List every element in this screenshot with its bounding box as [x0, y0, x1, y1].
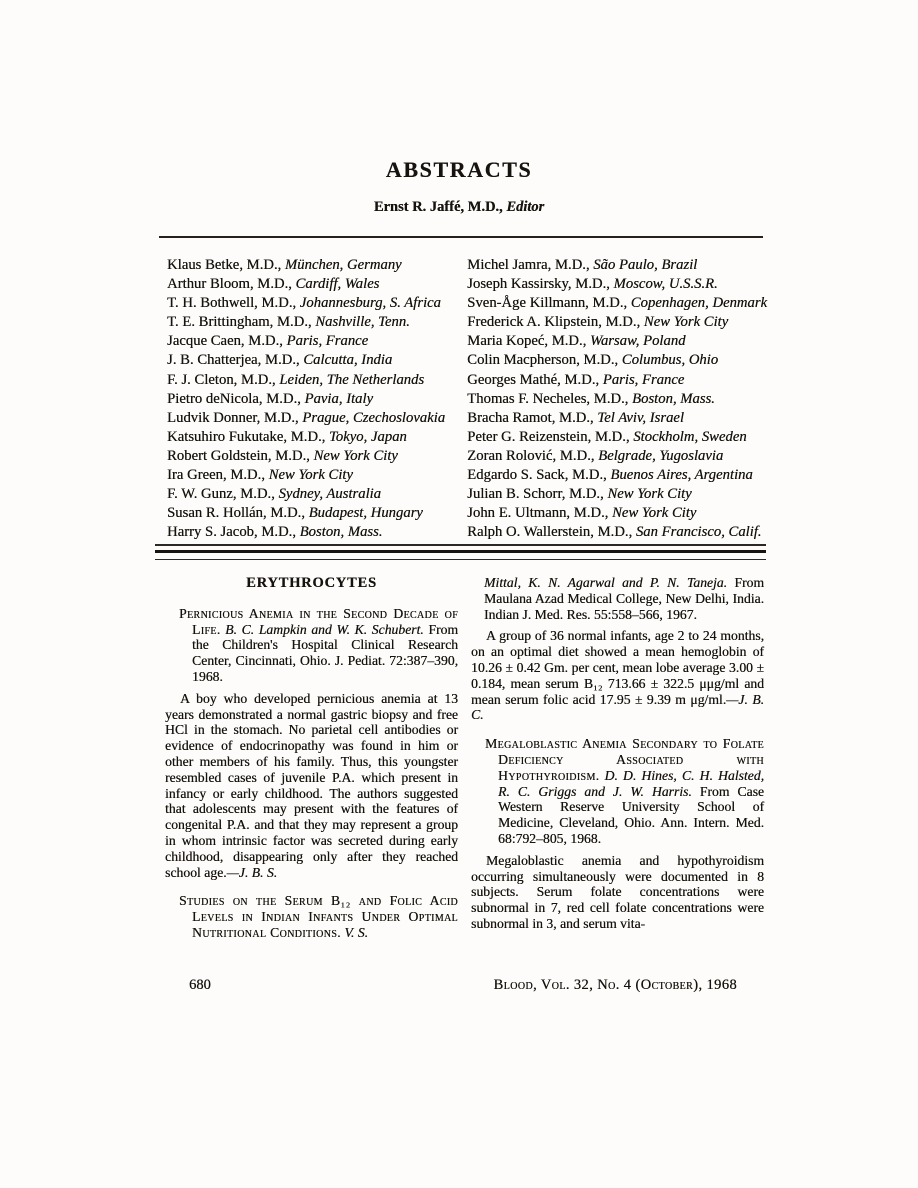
page-number: 680: [189, 977, 211, 993]
editor-entry: Zoran Rolović, M.D., Belgrade, Yugoslavia: [467, 447, 724, 464]
editor-entry: Robert Goldstein, M.D., New York City: [167, 447, 398, 464]
abstract3-heading: [485, 736, 765, 847]
editorial-board-column-left: [167, 256, 467, 542]
editorial-board-column-right: [467, 256, 767, 542]
divider-single-rule: [159, 236, 763, 238]
page-title: ABSTRACTS: [385, 157, 533, 182]
editor-entry: Susan R. Hollán, M.D., Budapest, Hungary: [167, 505, 423, 522]
abstract3-source: From Case Western Reserve University School of Medicine, Cleveland, Ohio. Ann. Intern. Med. 68:792–805, 1968.: [498, 783, 764, 846]
abstracts-body: [165, 575, 764, 941]
editor-entry: Thomas F. Necheles, M.D., Boston, Mass.: [467, 390, 715, 407]
editor-entry: Sven-Åge Killmann, M.D., Copenhagen, Denmark: [467, 295, 767, 312]
editor-entry: Arthur Bloom, M.D., Cardiff, Wales: [167, 276, 380, 293]
abstract2-body: [471, 628, 764, 723]
divider-double-rule: [155, 544, 766, 560]
editor-entry: Jacque Caen, M.D., Paris, France: [167, 333, 369, 350]
editor-entry: Michel Jamra, M.D., São Paulo, Brazil: [467, 257, 698, 273]
abstract1-source: From the Children's Hospital Clinical Research Center, Cincinnati, Ohio. J. Pediat. 72:387–390, 1968.: [192, 621, 459, 684]
abstract3-text: Megaloblastic anemia and hypothyroidism occurring simultaneously were documented in 8 subjects. Serum folate concentrations were subnormal in 7, red cell folate concentrations were subnormal in 3, and serum vita-: [471, 852, 764, 931]
editor-entry: F. J. Cleton, M.D., Leiden, The Netherlands: [167, 371, 425, 388]
editor-entry: Katsuhiro Fukutake, M.D., Tokyo, Japan: [167, 428, 407, 445]
rule-thick-middle: [155, 550, 766, 553]
editor-entry: Ralph O. Wallerstein, M.D., San Francisco, Calif.: [467, 524, 762, 541]
rule-thin-bottom: [155, 559, 766, 561]
abstract2-signature: —J. B. C.: [471, 691, 764, 723]
journal-citation: Blood, Vol. 32, No. 4 (October), 1968: [493, 977, 737, 993]
abstract2-authors-start: V. S.: [344, 924, 369, 940]
editor-entry: T. H. Bothwell, M.D., Johannesburg, S. Africa: [167, 295, 441, 312]
abstract1-heading: [179, 605, 459, 685]
abstract3-body: [471, 853, 764, 932]
editor-entry: Georges Mathé, M.D., Paris, France: [467, 371, 685, 388]
abstract1-title: Pernicious Anemia in the Second Decade of Life.: [179, 605, 458, 637]
editor-name: Ernst R. Jaffé, M.D.,: [373, 199, 503, 215]
editor-role: Editor: [506, 199, 545, 215]
abstract2-text: A group of 36 normal infants, age 2 to 24 months, on an optimal diet showed a mean hemoglobin of 10.26 ± 0.42 Gm. per cent, mean lobe average 3.00 ± 0.184, mean serum B₁₂ 713.66 ± 322.5 μμg/ml and mean serum folic acid 17.95 ± 9.39 m μg/ml.: [471, 628, 764, 707]
abstract2-heading-continued: [484, 575, 764, 622]
abstract2-authors-continued: Mittal, K. N. Agarwal and P. N. Taneja.: [484, 575, 728, 590]
editor-entry: John E. Ultmann, M.D., New York City: [467, 505, 697, 522]
abstracts-column-left: [165, 575, 458, 941]
editor-entry: Harry S. Jacob, M.D., Boston, Mass.: [167, 524, 383, 541]
editor-entry: J. B. Chatterjea, M.D., Calcutta, India: [167, 352, 393, 369]
editor-entry: F. W. Gunz, M.D., Sydney, Australia: [167, 486, 381, 503]
editor-entry: Ira Green, M.D., New York City: [167, 467, 353, 484]
abstract2-source: From Maulana Azad Medical College, New Delhi, India. Indian J. Med. Res. 55:558–566, 1967.: [484, 575, 765, 622]
editor-entry: Bracha Ramot, M.D., Tel Aviv, Israel: [467, 409, 684, 426]
editor-entry: Pietro deNicola, M.D., Pavia, Italy: [167, 390, 373, 407]
editor-entry: Peter G. Reizenstein, M.D., Stockholm, Sweden: [467, 428, 747, 445]
section-heading-erythrocytes: ERYTHROCYTES: [246, 575, 377, 591]
editor-entry: Frederick A. Klipstein, M.D., New York City: [467, 314, 729, 331]
abstract2-title: Studies on the Serum B₁₂ and Folic Acid Levels in Indian Infants Under Optimal Nutritional Conditions.: [179, 893, 458, 940]
abstracts-column-right: [471, 575, 764, 941]
abstract1-authors: B. C. Lampkin and W. K. Schubert.: [225, 621, 424, 637]
editor-entry: Ludvik Donner, M.D., Prague, Czechoslovakia: [167, 409, 446, 426]
editor-entry: Colin Macpherson, M.D., Columbus, Ohio: [467, 352, 719, 369]
editor-entry: Klaus Betke, M.D., München, Germany: [167, 257, 402, 273]
editor-entry: Joseph Kassirsky, M.D., Moscow, U.S.S.R.: [467, 276, 718, 293]
editor-byline: [0, 199, 918, 216]
editor-entry: Maria Kopeć, M.D., Warsaw, Poland: [467, 333, 686, 350]
abstract3-title: Megaloblastic Anemia Secondary to Folate Deficiency Associated with Hypothyroidism.: [485, 736, 764, 783]
rule-thin-top: [155, 544, 766, 546]
editor-entry: T. E. Brittingham, M.D., Nashville, Tenn.: [167, 314, 410, 331]
abstract1-text: A boy who developed pernicious anemia at 13 years demonstrated a normal gastric biopsy and free HCl in the stomach. No parietal cell antibodies or evidence of endocrinopathy was found in him or other members of his family. Thus, this youngster resembled cases of juvenile P.A. which present in infancy or early childhood. The authors suggested that adolescents may present with the features of congenital P.A. and that they may represent a group in whom intrinsic factor was secreted during early childhood, disappearing only after they reached school age.: [165, 690, 458, 880]
editor-entry: Julian B. Schorr, M.D., New York City: [467, 486, 692, 503]
abstract1-signature: —J. B. S.: [226, 864, 278, 880]
editorial-board: [167, 256, 767, 542]
abstract3-authors: D. D. Hines, C. H. Halsted, R. C. Griggs and J. W. Harris.: [498, 767, 765, 799]
abstract2-heading: [179, 893, 458, 940]
editor-entry: Edgardo S. Sack, M.D., Buenos Aires, Argentina: [467, 467, 753, 484]
abstract1-body: [165, 691, 458, 881]
